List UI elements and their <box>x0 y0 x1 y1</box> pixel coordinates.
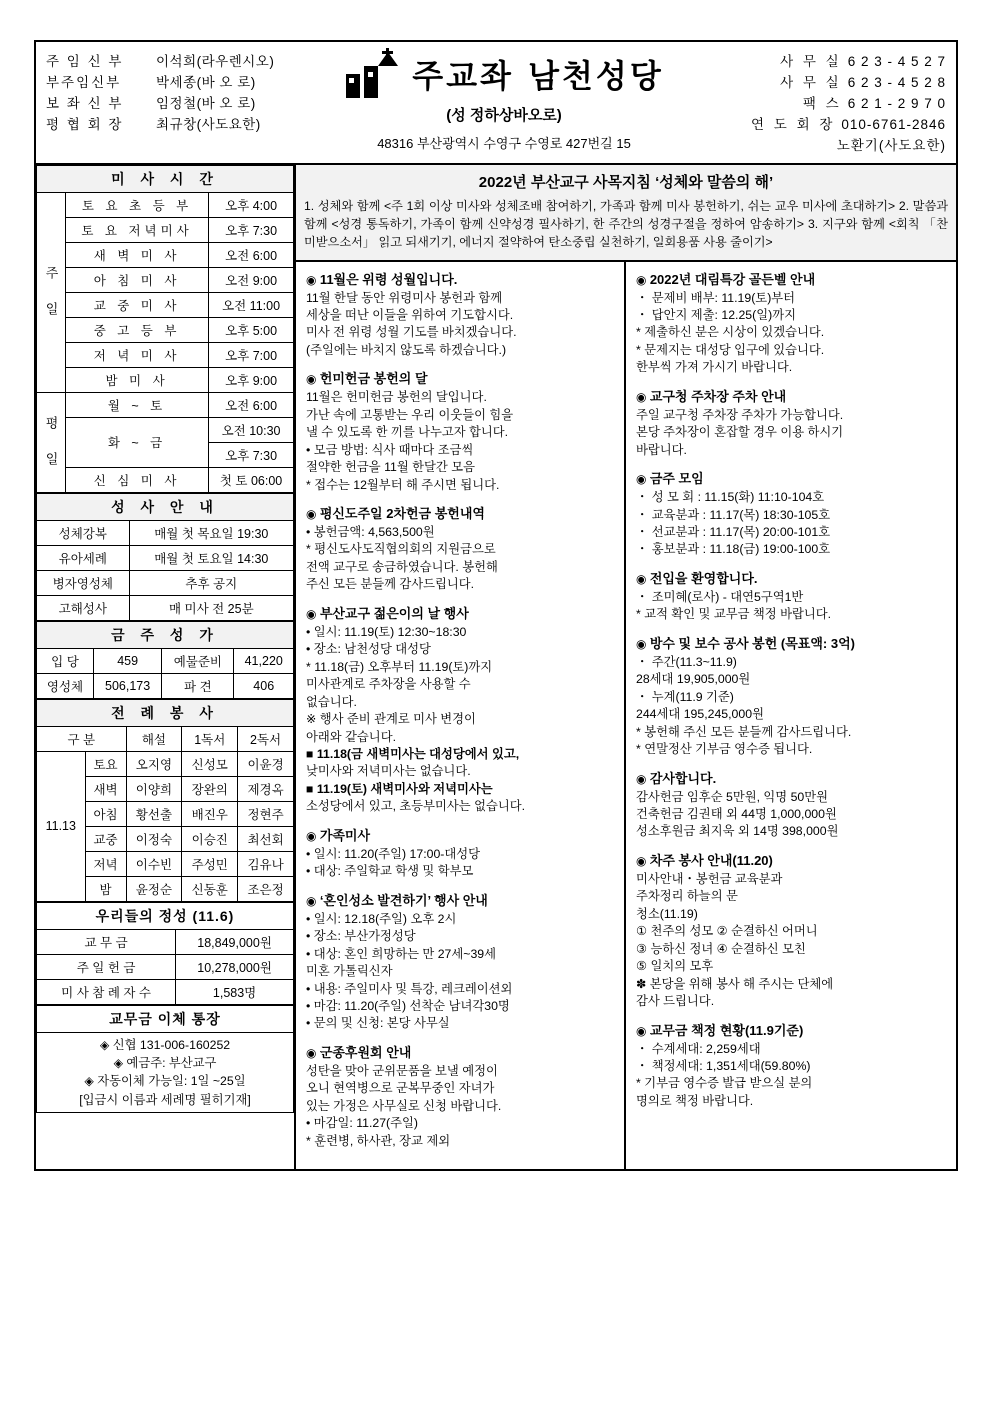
notice-line: 낼 수 있도록 한 끼를 나누고자 합니다. <box>306 425 509 440</box>
clergy-value: 임정철(바 오 로) <box>156 95 256 111</box>
mass-time: 오후 7:30 <box>209 217 294 242</box>
notice-line: • 일시: 11.19(토) 12:30~18:30 <box>306 624 467 639</box>
notice-title: ◉ 11월은 위령 성월입니다. <box>306 269 616 288</box>
notice-line: * 교적 확인 및 교무금 책정 바랍니다. <box>636 607 832 622</box>
mass-name: 밤 미 사 <box>66 367 209 392</box>
right-side <box>296 165 956 1170</box>
left-column <box>36 165 296 1170</box>
notice-line: • 일시: 12.18(주일) 오후 2시 <box>306 911 457 926</box>
mass-time: 오전 6:00 <box>209 392 294 417</box>
weekday-label: 평 일 <box>37 392 66 492</box>
notice-line: • 내용: 주일미사 및 특강, 레크레이션외 <box>306 981 513 996</box>
notice-block <box>636 1020 946 1111</box>
liturgy-name: 제경옥 <box>238 776 294 801</box>
notice-block <box>636 633 946 759</box>
liturgy-name: 이윤경 <box>238 751 294 776</box>
mass-name: 화 ~ 금 <box>66 417 209 467</box>
guideline-title: 2022년 부산교구 사목지침 ‘성체와 말씀의 해’ <box>478 173 774 191</box>
mass-name: 저 녁 미 사 <box>66 342 209 367</box>
notice-title: ◉ 교무금 책정 현황(11.9기준) <box>636 1020 946 1039</box>
notice-block <box>636 768 946 841</box>
liturgy-part: 교중 <box>85 826 126 851</box>
bulletin-body <box>36 165 956 1170</box>
bank-line: [입금시 이름과 세례명 필히기재] <box>79 1092 251 1107</box>
offering-value: 1,583명 <box>176 979 294 1004</box>
parish-logo-icon <box>344 48 402 100</box>
hymn-label: 영성체 <box>37 673 94 698</box>
notice-line: ・ 문제비 배부: 11.19(토)부터 <box>636 290 796 305</box>
notice-columns <box>296 262 956 1170</box>
clergy-label: 평 협 회 장 <box>46 116 124 132</box>
mass-time: 첫 토 06:00 <box>209 467 294 492</box>
notice-line: ■ 11.18(금 새벽미사는 대성당에서 있고, <box>306 747 520 762</box>
notice-line: ・ 성 모 회 : 11.15(화) 11:10-104호 <box>636 490 825 505</box>
liturgy-title: 전 례 봉 사 <box>37 699 294 726</box>
liturgy-service-table <box>36 699 294 902</box>
notice-line: 미혼 가톨릭신자 <box>306 964 393 979</box>
mass-time: 오전 6:00 <box>209 242 294 267</box>
mass-time: 오전 10:30 <box>209 417 294 442</box>
contact-label: 연 도 회 장 <box>750 116 836 132</box>
sacrament-name: 병자영성체 <box>37 570 130 595</box>
liturgy-name: 이양희 <box>126 776 182 801</box>
notice-line: • 문의 및 신청: 본당 사무실 <box>306 1016 450 1031</box>
notice-line: ・ 선교분과 : 11.17(목) 20:00-101호 <box>636 525 831 540</box>
notice-block <box>636 468 946 559</box>
notice-line: ■ 11.19(토) 새벽미사와 저녁미사는 <box>306 781 493 796</box>
contact-row <box>698 94 946 115</box>
offering-value: 10,278,000원 <box>176 954 294 979</box>
notice-line: ③ 능하신 정녀 ④ 순결하신 모친 <box>636 941 806 956</box>
liturgy-part: 토요 <box>85 751 126 776</box>
clergy-value: 최규창(사도요한) <box>156 116 261 132</box>
contact-value: 6 2 3 - 4 5 2 7 <box>847 54 946 69</box>
notice-block <box>306 825 616 881</box>
notice-line: 감사 드립니다. <box>636 994 715 1009</box>
sunday-label: 주 일 <box>37 192 66 392</box>
notice-title: ◉ 방수 및 보수 공사 봉헌 (목표액: 3억) <box>636 633 946 652</box>
contact-label: 사 무 실 <box>780 74 842 90</box>
sacrament-name: 성체강복 <box>37 520 130 545</box>
hymn-label: 파 견 <box>162 673 234 698</box>
notice-line: 주차정리 하늘의 문 <box>636 889 738 904</box>
hymn-label: 예물준비 <box>162 648 234 673</box>
hymn-label: 입 당 <box>37 648 94 673</box>
clergy-row <box>46 115 308 136</box>
notice-block <box>306 503 616 594</box>
hymn-number: 41,220 <box>234 648 294 673</box>
notice-title: ◉ 군종후원회 안내 <box>306 1042 616 1061</box>
notice-line: ※ 행사 준비 관계로 미사 변경이 <box>306 712 476 727</box>
notice-line: 감사헌금 임후순 5만원, 익명 50만원 <box>636 789 829 804</box>
offering-label: 주 일 헌 금 <box>37 954 176 979</box>
mass-schedule-title: 미 사 시 간 <box>37 165 294 192</box>
mass-name: 신 심 미 사 <box>66 467 209 492</box>
contact-value: 010-6761-2846 <box>841 116 946 132</box>
notice-line: 명의로 책정 바랍니다. <box>636 1093 754 1108</box>
notice-line: ・ 교육분과 : 11.17(목) 18:30-105호 <box>636 507 831 522</box>
mass-name: 교 중 미 사 <box>66 292 209 317</box>
notice-line: * 평신도사도직협의회의 지원금으로 <box>306 542 496 557</box>
notice-line: ・ 주간(11.3~11.9) <box>636 654 737 669</box>
notice-line: * 연말정산 기부금 영수증 됩니다. <box>636 742 813 757</box>
notice-line: 미사 전 위령 성월 기도를 바치겠습니다. <box>306 325 517 340</box>
clergy-row <box>46 52 308 73</box>
night-chief-name: 노환기(사도요한) <box>836 137 946 153</box>
offering-value: 18,849,000원 <box>176 929 294 954</box>
notice-block <box>636 850 946 1011</box>
mass-name: 아 침 미 사 <box>66 267 209 292</box>
notice-line: • 봉헌금액: 4,563,500원 <box>306 525 435 540</box>
notice-line: 소성당에서 있고, 초등부미사는 없습니다. <box>306 799 526 814</box>
notice-line: 건축헌금 김권태 외 44명 1,000,000원 <box>636 807 837 822</box>
notice-line: 전액 교구로 송금하였습니다. 봉헌해 <box>306 559 498 574</box>
notice-title: ◉ 부산교구 젊은이의 날 행사 <box>306 603 616 622</box>
parish-subtitle: (성 정하상바오로) <box>446 107 562 124</box>
notice-line: 가난 속에 고통받는 우리 이웃들이 힘을 <box>306 407 514 422</box>
clergy-label: 부주임신부 <box>46 74 122 90</box>
notice-block <box>306 269 616 360</box>
notice-line: • 마감: 11.20(주일) 선착순 남녀각30명 <box>306 999 510 1013</box>
notice-line: ・ 홍보분과 : 11.18(금) 19:00-100호 <box>636 542 831 557</box>
liturgy-name: 이수빈 <box>126 851 182 876</box>
notice-line: ・ 조미혜(로사) - 대연5구역1반 <box>636 589 804 604</box>
liturgy-name: 배진우 <box>182 801 238 826</box>
notice-line: 아래와 같습니다. <box>306 729 396 744</box>
contact-row <box>698 73 946 94</box>
sacrament-name: 유아세례 <box>37 545 130 570</box>
mass-name: 토 요 저녁미사 <box>66 217 209 242</box>
notice-line: • 마감일: 11.27(주일) <box>306 1116 418 1131</box>
liturgy-name: 최선회 <box>238 826 294 851</box>
notice-line: 없습니다. <box>306 694 357 709</box>
mass-name: 중 고 등 부 <box>66 317 209 342</box>
liturgy-name: 정현주 <box>238 801 294 826</box>
sacrament-table <box>36 493 294 621</box>
notice-line: ⑤ 일치의 모후 <box>636 959 714 974</box>
notice-line: * 봉헌해 주신 모든 분들께 감사드립니다. <box>636 724 852 739</box>
page-title: 주교좌 남천성당 <box>412 57 664 95</box>
clergy-value: 박세종(바 오 로) <box>156 74 256 90</box>
notice-line: ✽ 본당을 위해 봉사 해 주시는 단체에 <box>636 976 834 991</box>
notice-line: 있는 가정은 사무실로 신청 바랍니다. <box>306 1098 502 1113</box>
liturgy-date: 11.13 <box>37 751 86 901</box>
liturgy-part: 저녁 <box>85 851 126 876</box>
notice-block <box>636 386 946 459</box>
notice-line: 11월 한달 동안 위령미사 봉헌과 함께 <box>306 290 503 305</box>
notice-line: • 일시: 11.20(주일) 17:00-대성당 <box>306 846 481 861</box>
notice-line: 본당 주차장이 혼잡할 경우 이용 하시기 <box>636 425 844 440</box>
liturgy-name: 신성모 <box>182 751 238 776</box>
clergy-row <box>46 94 308 115</box>
notice-title: ◉ 헌미헌금 봉헌의 달 <box>306 368 616 387</box>
liturgy-name: 이승진 <box>182 826 238 851</box>
notice-line: 오니 현역병으로 군복무중인 자녀가 <box>306 1081 495 1096</box>
notice-line: * 11.18(금) 오후부터 11.19(토)까지 <box>306 659 493 674</box>
notice-block <box>306 368 616 494</box>
mass-time: 오전 9:00 <box>209 267 294 292</box>
notice-block <box>306 603 616 816</box>
notice-line: (주일에는 바치지 않도록 하겠습니다.) <box>306 342 507 357</box>
hymn-number: 506,173 <box>93 673 161 698</box>
notice-line: * 문제지는 대성당 입구에 있습니다. <box>636 342 825 357</box>
bank-line: ◈ 예금주: 부산교구 <box>113 1056 217 1071</box>
contact-row <box>698 136 946 157</box>
notice-title: ◉ 가족미사 <box>306 825 616 844</box>
liturgy-part: 새벽 <box>85 776 126 801</box>
hymn-table <box>36 621 294 699</box>
notice-line: 244세대 195,245,000원 <box>636 707 764 722</box>
notice-line: * 접수는 12월부터 해 주시면 됩니다. <box>306 477 500 492</box>
hymn-title: 금 주 성 가 <box>37 621 294 648</box>
mass-time: 오후 7:00 <box>209 342 294 367</box>
notice-line: * 기부금 영수증 발급 받으실 분의 <box>636 1076 813 1091</box>
liturgy-name: 황선출 <box>126 801 182 826</box>
sacrament-time: 매월 첫 토요일 14:30 <box>129 545 293 570</box>
notice-title: ◉ 전입을 환영합니다. <box>636 568 946 587</box>
contact-value: 6 2 1 - 2 9 7 0 <box>847 95 946 111</box>
notice-line: * 훈련병, 하사관, 장교 제외 <box>306 1133 451 1148</box>
mass-schedule-table <box>36 165 294 493</box>
parish-title-block <box>314 42 694 163</box>
notice-line: 절약한 헌금을 11월 한달간 모음 <box>306 460 475 475</box>
notice-line: 세상을 떠난 이들을 위하여 기도합시다. <box>306 307 514 322</box>
liturgy-name: 이정숙 <box>126 826 182 851</box>
notice-line: • 대상: 주일학교 학생 및 학부모 <box>306 864 474 879</box>
notice-line: ・ 누계(11.9 기준) <box>636 689 734 704</box>
mass-time: 오후 4:00 <box>209 192 294 217</box>
bank-lines <box>37 1032 294 1113</box>
notice-line: * 제출하신 분은 시상이 있겠습니다. <box>636 325 825 340</box>
liturgy-name: 장완의 <box>182 776 238 801</box>
liturgy-header: 2독서 <box>238 726 294 751</box>
contact-label: 사 무 실 <box>780 54 842 69</box>
notice-column-left <box>296 262 626 1170</box>
sacrament-title: 성 사 안 내 <box>37 493 294 520</box>
liturgy-name: 신동훈 <box>182 876 238 901</box>
mass-time: 오후 5:00 <box>209 317 294 342</box>
notice-line: 성탄을 맞아 군위문품을 보낼 예정이 <box>306 1063 498 1078</box>
notice-line: • 장소: 남천성당 대성당 <box>306 642 431 657</box>
liturgy-name: 오지영 <box>126 751 182 776</box>
liturgy-name: 김유나 <box>238 851 294 876</box>
bank-title: 교무금 이체 통장 <box>37 1005 294 1032</box>
bank-line: ◈ 자동이체 가능일: 1일 ~25일 <box>84 1074 246 1089</box>
notice-block <box>306 890 616 1033</box>
notice-line: • 모금 방법: 식사 때마다 조금씩 <box>306 442 474 457</box>
liturgy-name: 조은정 <box>238 876 294 901</box>
notice-line: • 대상: 혼인 희망하는 만 27세~39세 <box>306 946 497 961</box>
notice-line: ・ 수계세대: 2,259세대 <box>636 1041 761 1056</box>
bank-account-table <box>36 1005 294 1114</box>
notice-title: ◉ 교구청 주차장 주차 안내 <box>636 386 946 405</box>
notice-line: 바랍니다. <box>636 442 687 457</box>
hymn-number: 406 <box>234 673 294 698</box>
clergy-row <box>46 73 308 94</box>
notice-line: ・ 책정세대: 1,351세대(59.80%) <box>636 1059 811 1073</box>
notice-title: ◉ 차주 봉사 안내(11.20) <box>636 850 946 869</box>
offering-label: 미 사 참 례 자 수 <box>37 979 176 1004</box>
liturgy-part: 아침 <box>85 801 126 826</box>
notice-line: 성소후원금 최지욱 외 14명 398,000원 <box>636 824 839 839</box>
liturgy-header: 1독서 <box>182 726 238 751</box>
notice-line: 미사안내・봉헌금 교육분과 <box>636 871 783 886</box>
bulletin-header <box>36 42 956 165</box>
notice-line: 주일 교구청 주차장 주차가 가능합니다. <box>636 407 844 422</box>
notice-block <box>636 269 946 377</box>
pastoral-guideline <box>296 165 956 262</box>
clergy-label: 보 좌 신 부 <box>46 95 124 111</box>
sacrament-name: 고해성사 <box>37 595 130 620</box>
parish-address: 48316 부산광역시 수영구 수영로 427번길 15 <box>377 136 631 151</box>
notice-line: 11월은 헌미헌금 봉헌의 달입니다. <box>306 390 487 405</box>
clergy-list <box>36 42 314 163</box>
clergy-label: 주 임 신 부 <box>46 54 124 69</box>
mass-name: 월 ~ 토 <box>66 392 209 417</box>
offering-table <box>36 902 294 1005</box>
contact-list <box>694 42 956 163</box>
notice-title: ◉ 2022년 대림특강 골든벨 안내 <box>636 269 946 288</box>
mass-time: 오후 9:00 <box>209 367 294 392</box>
notice-line: 한부씩 가져 가시기 바랍니다. <box>636 360 793 375</box>
mass-time: 오전 11:00 <box>209 292 294 317</box>
contact-label: 팩 스 <box>802 95 842 111</box>
guideline-body: 1. 성체와 함께 <주 1회 이상 미사와 성체조배 참여하기, 가족과 함께 미사 봉헌하기, 쉬는 교우 미사에 초대하기> 2. 말씀과 함께 <성경 통독하기, 가족이 함께 신약성경 필사하기, 한 주간의 성경구절을 정하여 암송하기> 3. 지구와 함께 <회칙 「찬미받으소서」 읽고 되새기기, 에너지 절약하여 탄소중립 실천하기, 일회용품 사용 줄이기> <box>304 198 948 250</box>
notice-line: ・ 답안지 제출: 12.25(일)까지 <box>636 307 796 322</box>
notice-column-right <box>626 262 956 1170</box>
contact-row <box>698 115 946 136</box>
liturgy-name: 윤정순 <box>126 876 182 901</box>
liturgy-header: 해설 <box>126 726 182 751</box>
notice-line: 28세대 19,905,000원 <box>636 672 751 687</box>
liturgy-header: 구 분 <box>37 726 127 751</box>
mass-name: 토 요 초 등 부 <box>66 192 209 217</box>
notice-line: 미사관계로 주차장을 사용할 수 <box>306 677 471 692</box>
sacrament-time: 추후 공지 <box>129 570 293 595</box>
sacrament-time: 매월 첫 목요일 19:30 <box>129 520 293 545</box>
notice-line: • 장소: 부산가정성당 <box>306 929 416 944</box>
notice-line: 낮미사와 저녁미사는 없습니다. <box>306 764 471 779</box>
notice-block <box>636 568 946 624</box>
notice-title: ◉ ‘혼인성소 발견하기’ 행사 안내 <box>306 890 616 909</box>
notice-line: ① 천주의 성모 ② 순결하신 어머니 <box>636 924 818 939</box>
bulletin-outer-frame <box>34 40 958 1171</box>
sacrament-time: 매 미사 전 25분 <box>129 595 293 620</box>
bank-line: ◈ 신협 131-006-160252 <box>99 1037 231 1052</box>
notice-title: ◉ 감사합니다. <box>636 768 946 787</box>
hymn-number: 459 <box>93 648 161 673</box>
liturgy-part: 밤 <box>85 876 126 901</box>
mass-name: 새 벽 미 사 <box>66 242 209 267</box>
notice-line: 청소(11.19) <box>636 906 698 921</box>
offering-title: 우리들의 정성 (11.6) <box>37 902 294 929</box>
notice-block <box>306 1042 616 1150</box>
liturgy-name: 주성민 <box>182 851 238 876</box>
clergy-value: 이석희(라우렌시오) <box>156 54 275 69</box>
notice-title: ◉ 평신도주일 2차헌금 봉헌내역 <box>306 503 616 522</box>
offering-label: 교 무 금 <box>37 929 176 954</box>
contact-value: 6 2 3 - 4 5 2 8 <box>847 74 946 90</box>
contact-row <box>698 52 946 73</box>
notice-title: ◉ 금주 모임 <box>636 468 946 487</box>
mass-time: 오후 7:30 <box>209 442 294 467</box>
notice-line: 주신 모든 분들께 감사드립니다. <box>306 577 475 592</box>
